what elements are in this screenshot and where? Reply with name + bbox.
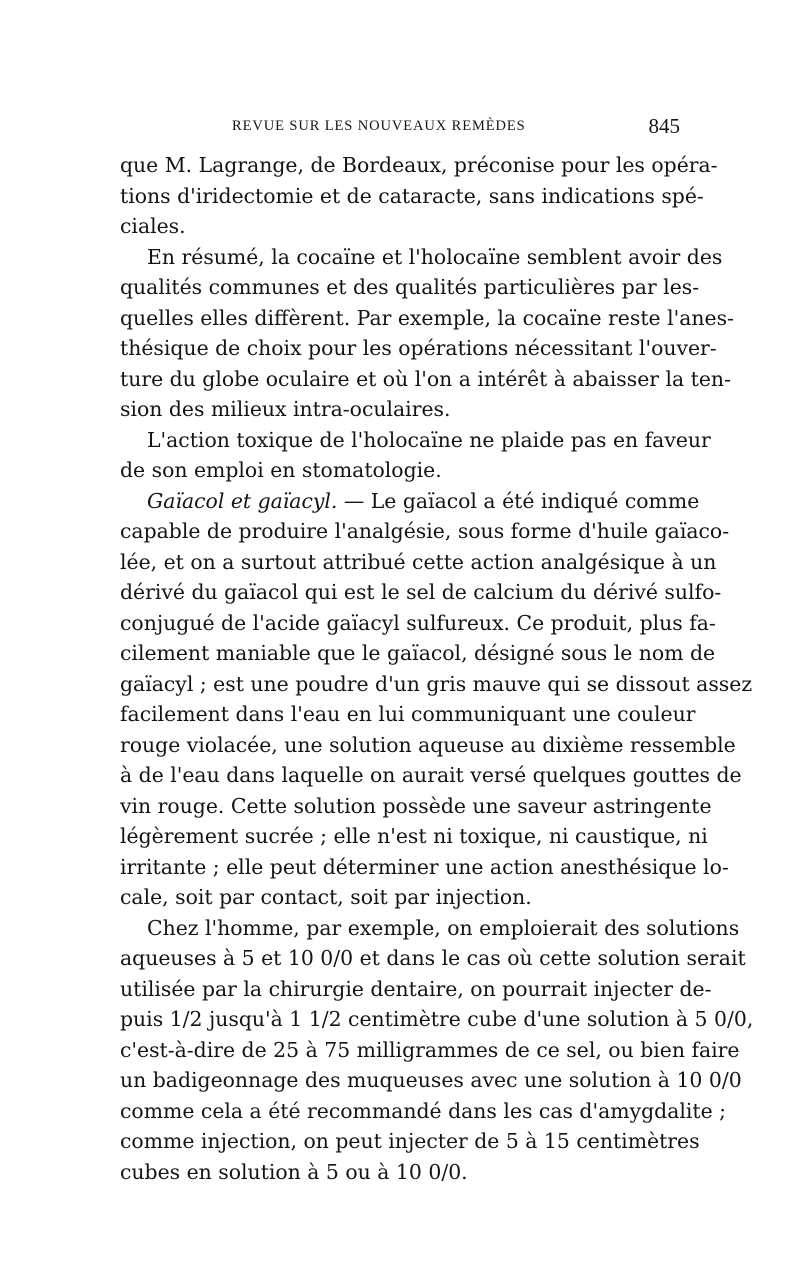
text-line: En résumé, la cocaïne et l'holocaïne semblent avoir des: [147, 244, 723, 269]
text-line: ciales.: [120, 214, 186, 238]
text-line: Chez l'homme, par exemple, on emploierait des solutions: [147, 915, 740, 940]
text-line: conjugué de l'acide gaïacyl sulfureux. Ce produit, plus fa-: [120, 610, 716, 635]
text-line: gaïacyl ; est une poudre d'un gris mauve qui se dissout assez: [120, 671, 753, 696]
text-line: comme cela a été recommandé dans les cas d'amygdalite ;: [120, 1098, 727, 1123]
running-header: [120, 116, 680, 140]
text-line: L'action toxique de l'holocaïne ne plaide pas en faveur: [147, 427, 711, 452]
text-line: cubes en solution à 5 ou à 10 0/0.: [120, 1159, 468, 1184]
text-line: que M. Lagrange, de Bordeaux, préconise pour les opéra-: [120, 153, 718, 177]
text-line: dérivé du gaïacol qui est le sel de calcium du dérivé sulfo-: [120, 580, 722, 604]
text-line: ture du globe oculaire et où l'on a intérêt à abaisser la ten-: [120, 366, 731, 391]
text-line: facilement dans l'eau en lui communiquant une couleur: [120, 702, 696, 726]
text-line: légèrement sucrée ; elle n'est ni toxique, ni caustique, ni: [120, 824, 708, 848]
text-line: qualités communes et des qualités particulières par les-: [120, 275, 700, 299]
text-line: lée, et on a surtout attribué cette action analgésique à un: [120, 549, 717, 574]
text-line: irritante ; elle peut déterminer une action anesthésique lo-: [120, 854, 729, 879]
text-line: thésique de choix pour les opérations nécessitant l'ouver-: [120, 336, 717, 360]
text-line: cilement maniable que le gaïacol, désigné sous le nom de: [120, 641, 716, 665]
text-line: aqueuses à 5 et 10 0/0 et dans le cas où cette solution serait: [120, 946, 746, 970]
section-lead-line: [120, 486, 700, 517]
body-text: [120, 150, 754, 1187]
page-number: 845: [648, 114, 680, 138]
text-line: un badigeonnage des muqueuses avec une solution à 10 0/0: [120, 1068, 742, 1092]
text-line: rouge violacée, une solution aqueuse au dixième ressemble: [120, 732, 736, 757]
text-line: puis 1/2 jusqu'à 1 1/2 centimètre cube d'une solution à 5 0/0,: [120, 1007, 754, 1031]
text-line: capable de produire l'analgésie, sous forme d'huile gaïaco-: [120, 519, 730, 543]
text-line: comme injection, on peut injecter de 5 à 15 centimètres: [120, 1129, 700, 1153]
text-line: sion des milieux intra-oculaires.: [120, 397, 451, 421]
text-line: cale, soit par contact, soit par injection.: [120, 885, 532, 909]
text-line: utilisée par la chirurgie dentaire, on pourrait injecter de-: [120, 976, 712, 1001]
text-line: à de l'eau dans laquelle on aurait versé quelques gouttes de: [120, 763, 742, 787]
text-line: c'est-à-dire de 25 à 75 milligrammes de ce sel, ou bien faire: [120, 1037, 740, 1062]
text-line: vin rouge. Cette solution possède une saveur astringente: [120, 793, 712, 818]
text-fragment: — Le gaïacol a été indiqué comme: [337, 488, 700, 513]
section-heading: Gaïacol et gaïacyl.: [147, 488, 338, 513]
text-line: de son emploi en stomatologie.: [120, 458, 442, 482]
text-line: tions d'iridectomie et de cataracte, sans indications spé-: [120, 183, 704, 208]
text-line: quelles elles diffèrent. Par exemple, la cocaïne reste l'anes-: [120, 305, 734, 330]
running-title: REVUE SUR LES NOUVEAUX REMÈDES: [232, 118, 526, 134]
